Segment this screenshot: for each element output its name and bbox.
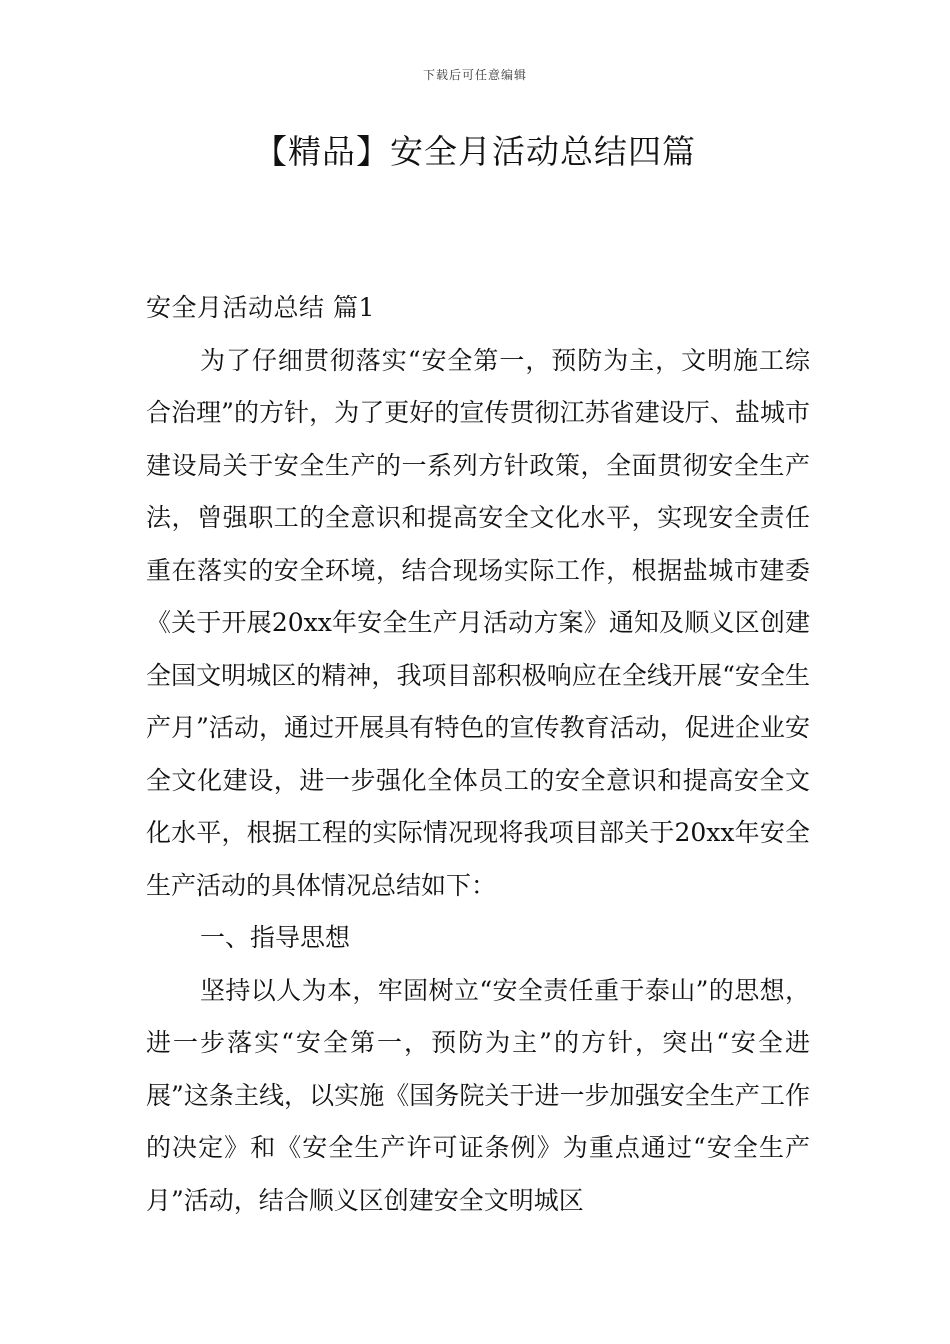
document-body [146, 282, 810, 1227]
subheading-guiding-ideology: 一、指导思想 [200, 923, 351, 952]
document-title: 【精品】安全月活动总结四篇 [254, 132, 696, 171]
paragraph-intro: 为了仔细贯彻落实“安全第一，预防为主，文明施工综合治理”的方针，为了更好的宣传贯彻江苏省建设厅、盐城市建设局关于安全生产的一系列方针政策，全面贯彻安全生产法，曾强职工的全意识和提高安全文化水平，实现安全责任重在落实的安全环境，结合现场实际工作，根据盐城市建委《关于开展20xx年安全生产月活动方案》通知及顺义区创建全国文明城区的精神，我项目部积极响应在全线开展“安全生产月”活动，通过开展具有特色的宣传教育活动，促进企业安全文化建设，进一步强化全体员工的安全意识和提高安全文化水平，根据工程的实际情况现将我项目部关于20xx年安全生产活动的具体情况总结如下： [146, 345, 810, 900]
section-heading: 安全月活动总结 篇1 [146, 293, 375, 322]
paragraph-guiding-ideology: 坚持以人为本，牢固树立“安全责任重于泰山”的思想，进一步落实“安全第一，预防为主”的方针，突出“安全进展”这条主线，以实施《国务院关于进一步加强安全生产工作的决定》和《安全生产许可证条例》为重点通过“安全生产月”活动，结合顺义区创建安全文明城区 [146, 975, 810, 1215]
header-note: 下载后可任意编辑 [422, 68, 527, 82]
